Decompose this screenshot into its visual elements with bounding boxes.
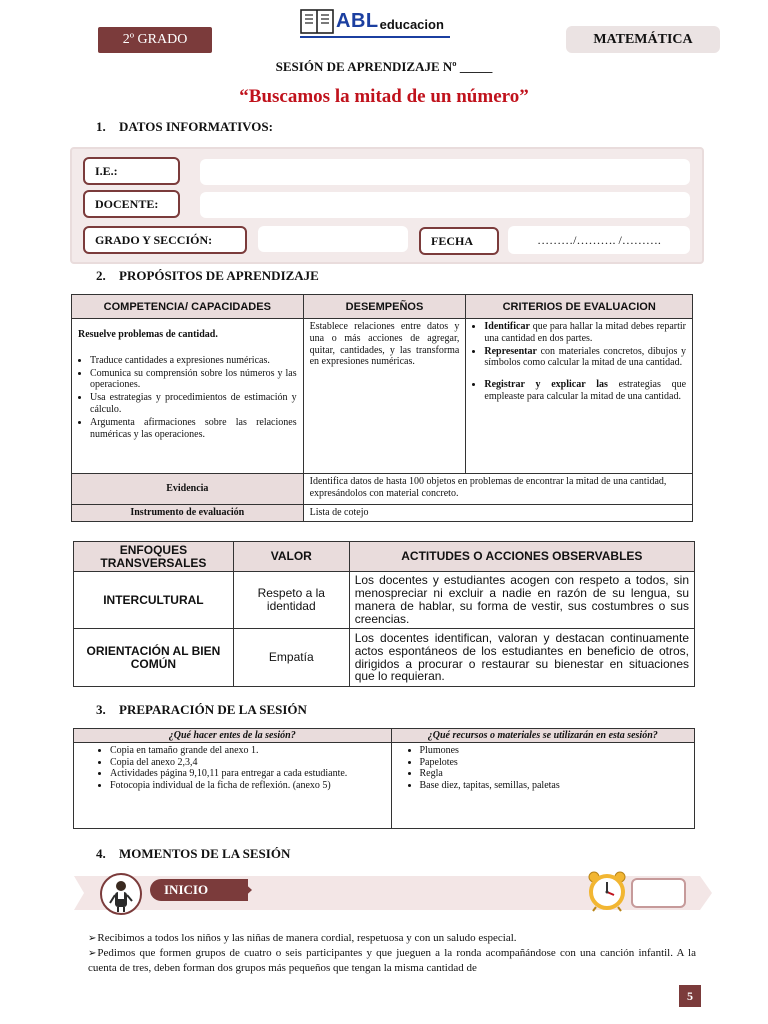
arrow-bullet-icon: ➢ [88, 933, 97, 944]
desempeno-cell: Establece relaciones entre datos y una o más acciones de agregar, quitar, cantidades, y las transforma en expresiones numéricas. [303, 319, 466, 474]
subject-badge: MATEMÁTICA [566, 26, 720, 53]
header-antes: ¿Qué hacer entes de la sesión? [74, 729, 392, 743]
section-3-number: 3. [96, 702, 106, 717]
criterio-item [484, 346, 686, 370]
logo-underline [300, 36, 450, 38]
criterio-text: que para hallar la mitad debes repartir una cantidad en dos partes. [484, 321, 686, 344]
antes-item: • Copia del anexo 2,3,4 [110, 757, 385, 769]
criterio-item [484, 321, 686, 345]
antes-item: • Copia en tamaño grande del anexo 1. [110, 745, 385, 757]
recurso-item: • Plumones [420, 745, 689, 757]
grade-badge: 2º GRADO [98, 27, 212, 53]
capacidad-item: • Traduce cantidades a expresiones numéricas. [90, 355, 297, 367]
section-4-heading: MOMENTOS DE LA SESIÓN [119, 846, 291, 861]
propositos-table [71, 294, 693, 522]
enfoque-name: INTERCULTURAL [74, 572, 234, 629]
docente-field[interactable] [200, 192, 690, 218]
enfoque-name: ORIENTACIÓN AL BIEN COMÚN [74, 629, 234, 687]
enfoque-actitud: Los docentes identifican, valoran y destacan continuamente actos espontáneos de los estudiantes en beneficio de otros, dirigidos a procurar o restaurar su bienestar en situaciones que lo requieran. [349, 629, 694, 687]
fecha-field[interactable]: ………/………. /………. [508, 226, 690, 254]
header-desempenos: DESEMPEÑOS [303, 295, 466, 319]
recurso-item: • Base diez, tapitas, semillas, paletas [420, 780, 689, 792]
section-3-heading: PREPARACIÓN DE LA SESIÓN [119, 702, 307, 717]
criterio-keyword: Identificar [484, 321, 530, 332]
evidencia-label: Evidencia [72, 474, 304, 505]
ie-field[interactable] [200, 159, 690, 185]
capacidad-item: • Usa estrategias y procedimientos de estimación y cálculo. [90, 392, 297, 416]
inicio-arrow-tip [232, 879, 252, 901]
header-recursos: ¿Qué recursos o materiales se utilizarán en esta sesión? [391, 729, 695, 743]
competencia-title: Resuelve problemas de cantidad. [78, 329, 218, 340]
logo-abl-text: ABL [336, 9, 379, 32]
session-subtitle: “Buscamos la mitad de un número” [239, 86, 529, 107]
inicio-text: Pedimos que formen grupos de cuatro o seis participantes y que jueguen a la ronda acompañándose con una canción infantil. A la cuenta de tres, deben forman dos grupos más pequeños que tengan la misma cantidad de [88, 947, 696, 974]
criterio-item [484, 379, 686, 403]
teacher-avatar-icon [100, 873, 142, 915]
antes-item: • Fotocopia individual de la ficha de reflexión. (anexo 5) [110, 780, 385, 792]
enfoque-valor: Empatía [233, 629, 349, 687]
preparacion-table [73, 728, 695, 829]
inicio-text: Recibimos a todos los niños y las niñas de manera cordial, respetuosa y con un saludo especial. [97, 932, 517, 944]
criterio-text: estrategias que empleaste para calcular la mitad de una cantidad. [484, 379, 687, 402]
criterio-keyword: Representar [484, 345, 537, 357]
recurso-item: • Papelotes [420, 757, 689, 769]
capacidad-item: • Argumenta afirmaciones sobre las relaciones numéricas y las operaciones. [90, 417, 297, 441]
arrow-bullet-icon: ➢ [88, 948, 97, 959]
open-book-icon [300, 7, 334, 35]
capacidad-item: • Comunica su comprensión sobre los números y las operaciones. [90, 368, 297, 392]
inicio-paragraph [88, 946, 696, 976]
criterio-keyword: Registrar y explicar las [484, 379, 608, 391]
abl-logo [300, 6, 444, 36]
inicio-label: INICIO [150, 879, 248, 901]
section-2-number: 2. [96, 268, 106, 283]
enfoque-valor: Respeto a la identidad [233, 572, 349, 629]
recursos-cell [391, 743, 695, 829]
grado-seccion-field[interactable] [258, 226, 408, 252]
section-1-heading: DATOS INFORMATIVOS: [119, 119, 273, 134]
ie-label: I.E.: [83, 157, 180, 185]
header-valor: VALOR [233, 542, 349, 572]
docente-label: DOCENTE: [83, 190, 180, 218]
inicio-paragraph [88, 931, 696, 946]
header-competencia: COMPETENCIA/ CAPACIDADES [72, 295, 304, 319]
section-4-number: 4. [96, 846, 106, 861]
criterio-text: con materiales concretos, dibujos y símbolos como calcular la mitad de una cantidad. [484, 345, 686, 369]
session-title: SESIÓN DE APRENDIZAJE Nº _____ [275, 59, 493, 74]
fecha-label: FECHA [419, 227, 499, 255]
time-input-box[interactable] [631, 878, 686, 908]
alarm-clock-icon [585, 870, 629, 912]
instrumento-text: Lista de cotejo [303, 505, 692, 522]
grado-seccion-label: GRADO Y SECCIÓN: [83, 226, 247, 254]
evidencia-text: Identifica datos de hasta 100 objetos en problemas de encontrar la mitad de una cantidad, expresándolos con material concreto. [303, 474, 692, 505]
instrumento-label: Instrumento de evaluación [72, 505, 304, 522]
section-2-heading: PROPÓSITOS DE APRENDIZAJE [119, 268, 319, 283]
antes-item: • Actividades página 9,10,11 para entregar a cada estudiante. [110, 768, 385, 780]
criterios-cell [466, 319, 693, 474]
section-1-number: 1. [96, 119, 106, 134]
enfoques-table [73, 541, 695, 687]
antes-cell [74, 743, 392, 829]
header-enfoques: ENFOQUES TRANSVERSALES [74, 542, 234, 572]
header-actitudes: ACTITUDES O ACCIONES OBSERVABLES [349, 542, 694, 572]
recurso-item: • Regla [420, 768, 689, 780]
competencia-cell [72, 319, 304, 474]
page-number: 5 [679, 985, 701, 1007]
enfoque-actitud: Los docentes y estudiantes acogen con respeto a todos, sin menospreciar ni excluir a nadie en razón de su lengua, su manera de hablar, su forma de vestir, sus costumbres o sus creencias. [349, 572, 694, 629]
logo-educacion-text: educacion [379, 16, 444, 32]
header-criterios: CRITERIOS DE EVALUACION [466, 295, 693, 319]
